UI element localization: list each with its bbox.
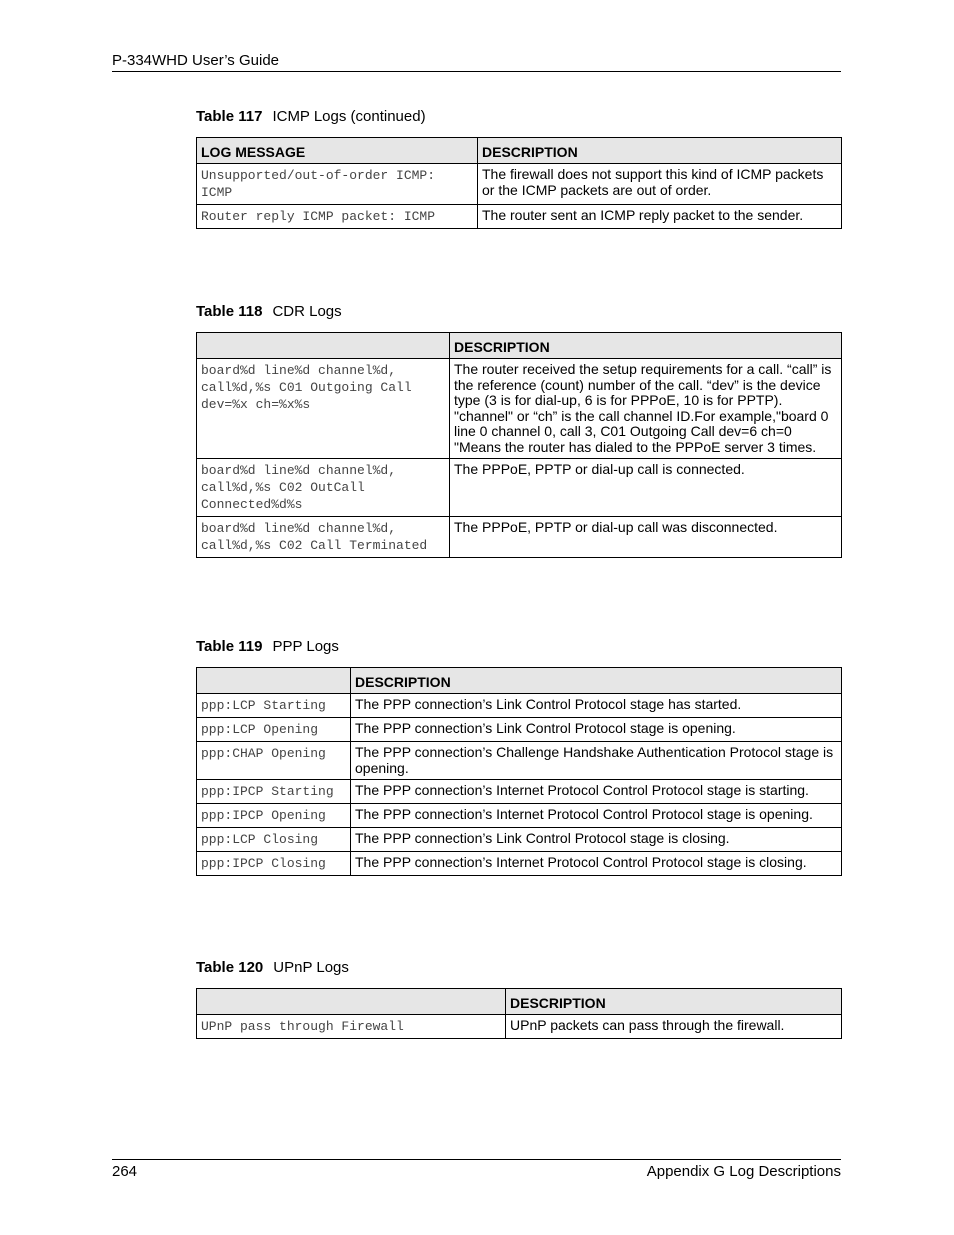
description-cell: The PPP connection’s Internet Protocol Control Protocol stage is starting. xyxy=(351,780,842,804)
description-cell: The PPP connection’s Internet Protocol Control Protocol stage is opening. xyxy=(351,804,842,828)
log-message-cell: Unsupported/out-of-order ICMP: ICMP xyxy=(197,164,478,205)
log-message-cell: ppp:LCP Opening xyxy=(197,718,351,742)
table-title: CDR Logs xyxy=(272,303,342,320)
table-label: Table 117 xyxy=(196,108,263,125)
column-header-log-message xyxy=(197,333,450,359)
description-cell: The PPPoE, PPTP or dial-up call was disconnected. xyxy=(450,517,842,558)
log-message-cell: UPnP pass through Firewall xyxy=(197,1015,506,1039)
table-118-caption xyxy=(196,303,342,321)
table-title: PPP Logs xyxy=(272,638,339,655)
upnp-logs-table xyxy=(196,988,842,1039)
log-message-cell: ppp:LCP Starting xyxy=(197,694,351,718)
column-header-description: DESCRIPTION xyxy=(351,668,842,694)
column-header-description: DESCRIPTION xyxy=(478,138,842,164)
log-message-cell: ppp:IPCP Closing xyxy=(197,852,351,876)
log-message-cell: Router reply ICMP packet: ICMP xyxy=(197,205,478,229)
description-cell: UPnP packets can pass through the firewall. xyxy=(506,1015,842,1039)
description-cell: The PPPoE, PPTP or dial-up call is connected. xyxy=(450,459,842,517)
column-header-log-message xyxy=(197,989,506,1015)
description-cell: The PPP connection’s Challenge Handshake Authentication Protocol stage is opening. xyxy=(351,742,842,780)
table-header-row xyxy=(197,989,842,1015)
table-row xyxy=(197,828,842,852)
section-title: Appendix G Log Descriptions xyxy=(646,1163,841,1180)
log-message-cell: board%d line%d channel%d, call%d,%s C02 OutCall Connected%d%s xyxy=(197,459,450,517)
table-row xyxy=(197,852,842,876)
description-cell: The router sent an ICMP reply packet to the sender. xyxy=(478,205,842,229)
table-119-caption xyxy=(196,638,339,656)
log-message-cell: board%d line%d channel%d, call%d,%s C01 Outgoing Call dev=%x ch=%x%s xyxy=(197,359,450,459)
table-label: Table 119 xyxy=(196,638,263,655)
table-row xyxy=(197,694,842,718)
log-message-cell: board%d line%d channel%d, call%d,%s C02 Call Terminated xyxy=(197,517,450,558)
column-header-log-message: LOG MESSAGE xyxy=(197,138,478,164)
column-header-log-message xyxy=(197,668,351,694)
column-header-description: DESCRIPTION xyxy=(450,333,842,359)
description-cell: The PPP connection’s Link Control Protocol stage is closing. xyxy=(351,828,842,852)
ppp-logs-table xyxy=(196,667,842,876)
description-cell: The PPP connection’s Link Control Protocol stage has started. xyxy=(351,694,842,718)
table-header-row xyxy=(197,668,842,694)
log-message-cell: ppp:IPCP Starting xyxy=(197,780,351,804)
table-title: ICMP Logs (continued) xyxy=(272,108,426,125)
cdr-logs-table xyxy=(196,332,842,558)
page-header xyxy=(112,52,841,72)
table-title: UPnP Logs xyxy=(273,959,349,976)
table-120-caption xyxy=(196,959,349,977)
description-cell: The PPP connection’s Link Control Protocol stage is opening. xyxy=(351,718,842,742)
description-cell: The router received the setup requirements for a call. “call” is the reference (count) number of the call. “dev” is the device type (3 is for dial-up, 6 is for PPPoE, 10 is for PPTP). "channel" or “ch” is the call channel ID.For example,"board 0 line 0 channel 0, call 3, C01 Outgoing Call dev=6 ch=0 "Means the router has dialed to the PPPoE server 3 times. xyxy=(450,359,842,459)
description-cell: The PPP connection’s Internet Protocol Control Protocol stage is closing. xyxy=(351,852,842,876)
table-row xyxy=(197,742,842,780)
icmp-logs-table xyxy=(196,137,842,229)
page-number: 264 xyxy=(112,1163,138,1180)
table-header-row xyxy=(197,138,842,164)
description-cell: The firewall does not support this kind of ICMP packets or the ICMP packets are out of order. xyxy=(478,164,842,205)
table-row xyxy=(197,459,842,517)
page-footer xyxy=(112,1159,841,1180)
table-117-caption xyxy=(196,108,426,126)
table-row xyxy=(197,804,842,828)
table-row xyxy=(197,718,842,742)
table-row xyxy=(197,1015,842,1039)
table-header-row xyxy=(197,333,842,359)
table-row xyxy=(197,517,842,558)
log-message-cell: ppp:LCP Closing xyxy=(197,828,351,852)
table-row xyxy=(197,780,842,804)
table-label: Table 120 xyxy=(196,959,264,976)
guide-title: P-334WHD User’s Guide xyxy=(112,52,279,69)
table-row xyxy=(197,205,842,229)
log-message-cell: ppp:CHAP Opening xyxy=(197,742,351,780)
column-header-description: DESCRIPTION xyxy=(506,989,842,1015)
table-row xyxy=(197,164,842,205)
table-label: Table 118 xyxy=(196,303,263,320)
log-message-cell: ppp:IPCP Opening xyxy=(197,804,351,828)
table-row xyxy=(197,359,842,459)
